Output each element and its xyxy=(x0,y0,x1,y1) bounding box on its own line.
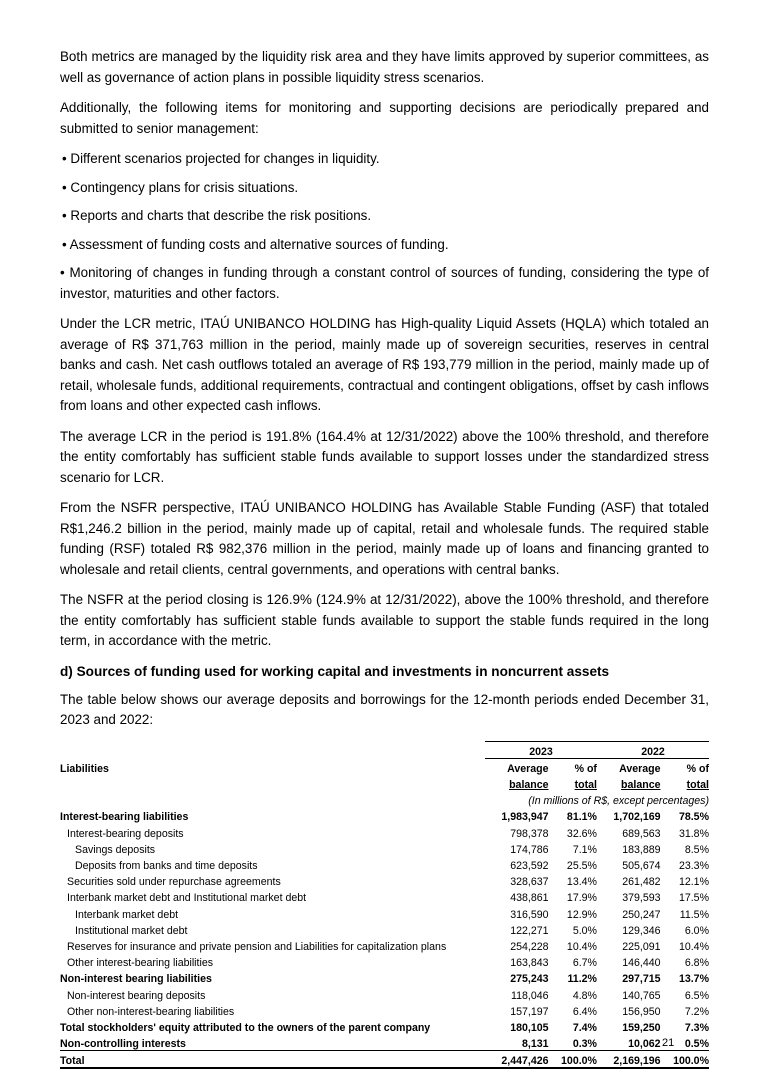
table-row xyxy=(60,872,709,888)
pct-total-2023: 12.9% xyxy=(566,908,597,921)
pct-total-2022: 12.1% xyxy=(678,876,709,889)
table-year-header-row xyxy=(60,741,709,758)
average-balance-2022: 225,091 xyxy=(622,940,661,953)
pct-total-2023: 6.4% xyxy=(572,1005,597,1018)
paragraph-nsfr-perspective: From the NSFR perspective, ITAÚ UNIBANCO HOLDING has Available Stable Funding (ASF) that totaled R$1,246.2 billion in the period, mainly made up of capital, retail and wholesale funds. The required stable funding (RSF) totaled R$ 982,376 million in the period, mainly made up of loans and financing granted to wholesale and retail clients, central governments, and operations with central banks. xyxy=(60,500,709,577)
table-row xyxy=(60,840,709,856)
average-balance-2022: 1,702,169 xyxy=(613,811,661,824)
row-label: Other interest-bearing liabilities xyxy=(67,957,214,970)
row-label: Reserves for insurance and private pension and Liabilities for capitalization plans xyxy=(67,940,447,953)
paragraph-metrics-managed: Both metrics are managed by the liquidity risk area and they have limits approved by superior committees, as well as governance of action plans in possible liquidity stress scenarios. xyxy=(60,49,709,85)
table-row xyxy=(60,921,709,937)
pct-total-2023: 7.1% xyxy=(572,843,597,856)
pct-total-2022: 17.5% xyxy=(678,892,709,905)
row-label: Interbank market debt xyxy=(75,908,179,921)
table-row xyxy=(60,1018,709,1034)
average-balance-2023: 174,786 xyxy=(510,843,549,856)
table-row xyxy=(60,888,709,904)
table-column-header-top-row xyxy=(60,758,709,775)
paragraph-nsfr-closing: The NSFR at the period closing is 126.9% (124.9% at 12/31/2022), above the 100% threshold, and therefore the entity comfortably has sufficient stable funds available to support the stable funds required in the long term, in accordance with the metric. xyxy=(60,592,709,648)
row-label: Securities sold under repurchase agreements xyxy=(67,876,281,889)
total-header-2023: total xyxy=(574,779,597,792)
document-page xyxy=(60,47,709,1069)
bullet-item: • Different scenarios projected for changes in liquidity. xyxy=(62,151,380,166)
average-balance-2022: 505,674 xyxy=(622,860,661,872)
bullet-item: • Reports and charts that describe the risk positions. xyxy=(62,208,372,223)
total-header-2022: total xyxy=(686,779,709,792)
average-balance-2023: 438,861 xyxy=(510,892,549,905)
pct-total-2023: 32.6% xyxy=(566,827,597,840)
balance-header-2022: balance xyxy=(621,779,661,792)
row-label: Total stockholders' equity attributed to the owners of the parent company xyxy=(60,1021,431,1034)
pct-total-2023: 25.5% xyxy=(566,860,597,872)
row-label: Non-interest bearing liabilities xyxy=(60,973,212,986)
average-header-2023: Average xyxy=(507,762,549,775)
average-balance-2023: 118,046 xyxy=(511,989,549,1002)
pct-total-2022: 7.3% xyxy=(684,1021,709,1034)
bullet-item: • Contingency plans for crisis situations. xyxy=(62,179,299,195)
pct-total-2023: 11.2% xyxy=(567,973,597,986)
pct-total-2022: 23.3% xyxy=(678,860,709,872)
pct-total-2022: 6.5% xyxy=(684,989,709,1002)
pct-total-2022: 13.7% xyxy=(678,973,709,986)
table-row xyxy=(60,953,709,969)
average-balance-2023: 157,197 xyxy=(510,1005,549,1018)
table-row xyxy=(60,823,709,839)
balance-header-2023: balance xyxy=(509,779,549,792)
pct-total-2022: 6.0% xyxy=(684,924,709,937)
row-label: Deposits from banks and time deposits xyxy=(75,860,258,872)
pct-total-2023: 81.1% xyxy=(566,811,597,824)
average-balance-2022: 379,593 xyxy=(622,892,661,905)
average-balance-2023: 122,271 xyxy=(510,924,549,937)
average-balance-2022: 2,169,196 xyxy=(597,1051,661,1069)
section-heading: d) Sources of funding used for working capital and investments in noncurrent assets xyxy=(60,663,610,679)
liabilities-column-header: Liabilities xyxy=(60,762,109,775)
table-body xyxy=(60,807,709,1068)
pct-total-2023: 6.7% xyxy=(572,957,597,970)
year-2022-header: 2022 xyxy=(597,741,709,758)
average-balance-2022: 689,563 xyxy=(622,827,661,840)
units-note: (In millions of R$, except percentages) xyxy=(528,795,709,808)
average-balance-2022: 156,950 xyxy=(622,1005,661,1018)
pct-total-2022: 78.5% xyxy=(678,811,709,824)
pct-total-2022: 100.0% xyxy=(661,1051,710,1069)
pct-header-2023: % of xyxy=(574,762,597,775)
pct-total-2023: 4.8% xyxy=(572,989,597,1002)
average-balance-2023: 316,590 xyxy=(510,908,549,921)
row-label: Non-interest bearing deposits xyxy=(67,989,206,1002)
paragraph-monitoring-items: Additionally, the following items for monitoring and supporting decisions are periodically prepared and submitted to senior management: xyxy=(60,100,709,136)
row-label: Other non-interest-bearing liabilities xyxy=(67,1005,235,1018)
paragraph-table-intro: The table below shows our average deposits and borrowings for the 12-month periods ended December 31, 2023 and 2022: xyxy=(60,691,709,727)
paragraph-average-lcr: The average LCR in the period is 191.8% (164.4% at 12/31/2022) above the 100% threshold, and therefore the entity comfortably has sufficient stable funds available to support losses under the standardized stress scenario for LCR. xyxy=(60,428,709,485)
pct-header-2022: % of xyxy=(686,762,709,775)
average-balance-2023: 1,983,947 xyxy=(501,811,549,824)
pct-total-2022: 11.5% xyxy=(679,908,709,921)
bullet-item: • Monitoring of changes in funding through a constant control of sources of funding, considering the type of investor, maturities and other factors. xyxy=(60,265,709,301)
table-row xyxy=(60,937,709,953)
average-balance-2023: 798,378 xyxy=(510,827,549,840)
pct-total-2023: 5.0% xyxy=(572,924,597,937)
table-row xyxy=(60,1051,709,1069)
row-label: Savings deposits xyxy=(75,843,156,856)
pct-total-2022: 7.2% xyxy=(684,1005,709,1018)
row-label: Interest-bearing liabilities xyxy=(60,811,189,824)
average-balance-2023: 8,131 xyxy=(522,1038,549,1051)
row-label: Interbank market debt and Institutional market debt xyxy=(67,892,307,905)
year-2023-header: 2023 xyxy=(485,741,597,758)
average-balance-2022: 10,062 xyxy=(628,1038,661,1051)
table-row xyxy=(60,904,709,920)
average-balance-2023: 275,243 xyxy=(510,973,549,986)
pct-total-2022: 10.4% xyxy=(678,940,709,953)
pct-total-2022: 0.5% xyxy=(684,1038,709,1051)
table-row xyxy=(60,969,709,985)
row-label: Interest-bearing deposits xyxy=(67,827,184,840)
row-label: Total xyxy=(60,1051,485,1069)
bullet-item: • Assessment of funding costs and alternative sources of funding. xyxy=(62,236,449,252)
pct-total-2022: 31.8% xyxy=(678,827,709,840)
pct-total-2023: 7.4% xyxy=(572,1021,597,1034)
average-balance-2023: 2,447,426 xyxy=(485,1051,549,1069)
pct-total-2023: 13.4% xyxy=(566,876,597,889)
funding-table xyxy=(60,741,709,1070)
average-header-2022: Average xyxy=(619,762,661,775)
average-balance-2023: 623,592 xyxy=(510,860,549,872)
table-row xyxy=(60,856,709,872)
average-balance-2022: 129,346 xyxy=(622,924,661,937)
table-row xyxy=(60,1002,709,1018)
paragraph-lcr-metric: Under the LCR metric, ITAÚ UNIBANCO HOLDING has High-quality Liquid Assets (HQLA) which totaled an average of R$ 371,763 million in the period, mainly made up of sovereign securities, reserves in central banks and cash. Net cash outflows totaled an average of R$ 193,779 million in the period, mainly made up of retail, wholesale funds, additional requirements, contractual and contingent obligations, offset by cash inflows from loans and other expected cash inflows. xyxy=(60,316,709,413)
table-row xyxy=(60,985,709,1001)
average-balance-2023: 163,843 xyxy=(510,957,549,970)
average-balance-2023: 328,637 xyxy=(510,876,549,889)
average-balance-2022: 146,440 xyxy=(622,957,661,970)
average-balance-2023: 254,228 xyxy=(510,940,549,953)
pct-total-2022: 6.8% xyxy=(684,957,709,970)
pct-total-2023: 17.9% xyxy=(566,892,597,905)
page-number: 21 xyxy=(662,1037,675,1049)
average-balance-2022: 297,715 xyxy=(622,973,661,986)
average-balance-2022: 183,889 xyxy=(622,843,661,856)
pct-total-2022: 8.5% xyxy=(684,843,709,856)
row-label: Institutional market debt xyxy=(75,924,188,937)
pct-total-2023: 0.3% xyxy=(572,1038,597,1051)
average-balance-2022: 140,765 xyxy=(622,989,661,1002)
average-balance-2022: 250,247 xyxy=(622,908,661,921)
pct-total-2023: 100.0% xyxy=(549,1051,597,1069)
table-units-row xyxy=(60,791,709,807)
table-row xyxy=(60,1034,709,1051)
table-row xyxy=(60,807,709,823)
average-balance-2023: 180,105 xyxy=(510,1021,549,1034)
table-column-header-bottom-row xyxy=(60,775,709,791)
average-balance-2022: 159,250 xyxy=(622,1021,661,1034)
pct-total-2023: 10.4% xyxy=(566,940,597,953)
row-label: Non-controlling interests xyxy=(60,1038,186,1051)
average-balance-2022: 261,482 xyxy=(622,876,661,889)
